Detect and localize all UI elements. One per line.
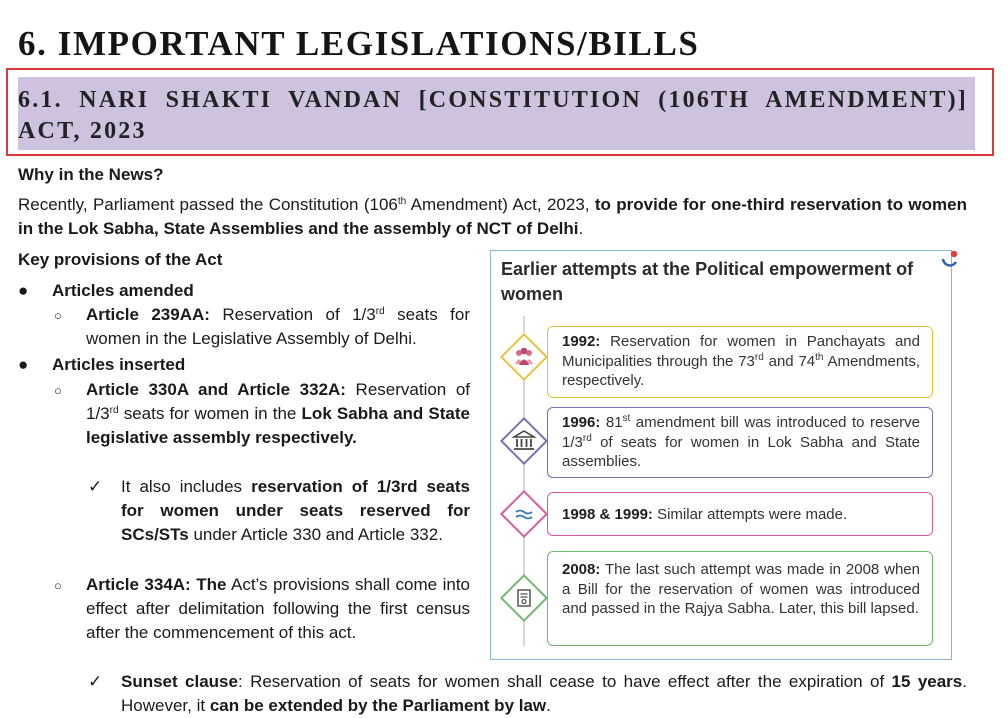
parliament-building-icon	[511, 428, 537, 454]
why-news-heading: Why in the News?	[18, 165, 164, 184]
why-news-paragraph: Recently, Parliament passed the Constitution (106th Amendment) Act, 2023, to provide for one-third reservation to women in the Lok Sabha, State Assemblies and the assembly of NCT of Delhi.	[18, 195, 967, 238]
timeline-card-2008: 2008: The last such attempt was made in 2008 when a Bill for the reservation of women was introduced and passed in the Rajya Sabha. Later, this bill lapsed.	[547, 551, 933, 646]
articles-inserted-label: Articles inserted	[52, 355, 186, 374]
sunset-clause-item: Sunset clause: Reservation of seats for women shall cease to have effect after the expiration of 15 years. However, it can be extended by the Parliament by law.	[121, 672, 967, 715]
check-mark-icon: ✓	[88, 672, 103, 691]
article-330a-332a-item: Article 330A and Article 332A: Reservation of 1/3rd seats for women in the Lok Sabha and State legislative assembly respectively.	[86, 380, 471, 447]
timeline-card-1996: 1996: 81st amendment bill was introduced to reserve 1/3rd of seats for women in Lok Sabha and State assemblies.	[547, 407, 933, 478]
bullet-dot: ●	[18, 355, 29, 374]
article-239aa-item: Article 239AA: Reservation of 1/3rd seats for women in the Legislative Assembly of Delhi.	[86, 305, 470, 348]
check-mark-icon: ✓	[88, 477, 103, 496]
bill-document-icon	[511, 585, 537, 611]
bullet-circle: ○	[54, 578, 62, 593]
chapter-title: 6. IMPORTANT LEGISLATIONS/BILLS	[18, 24, 700, 63]
sc-st-reservation-item: It also includes reservation of 1/3rd seats for women under seats reserved for SCs/STs under Article 330 and Article 332.	[121, 477, 470, 544]
timeline-card-1992: 1992: Reservation for women in Panchayats and Municipalities through the 73rd and 74th Amendments, respectively.	[547, 326, 933, 398]
section-title: 6.1. NARI SHAKTI VANDAN [CONSTITUTION (106TH AMENDMENT)] ACT, 2023	[18, 87, 968, 144]
timeline-card-1998-1999: 1998 & 1999: Similar attempts were made.	[547, 492, 933, 536]
infographic-title: Earlier attempts at the Political empowerment of women	[501, 259, 914, 304]
articles-amended-label: Articles amended	[52, 281, 194, 300]
wave-icon	[511, 501, 537, 527]
article-334a-item: Article 334A: The Act’s provisions shall come into effect after delimitation following the first census after the commencement of this act.	[86, 575, 470, 642]
bullet-dot: ●	[18, 281, 29, 300]
bullet-circle: ○	[54, 308, 62, 323]
brand-logo-icon	[940, 249, 962, 267]
women-group-icon	[511, 344, 537, 370]
bullet-circle: ○	[54, 383, 62, 398]
key-provisions-heading: Key provisions of the Act	[18, 250, 223, 269]
